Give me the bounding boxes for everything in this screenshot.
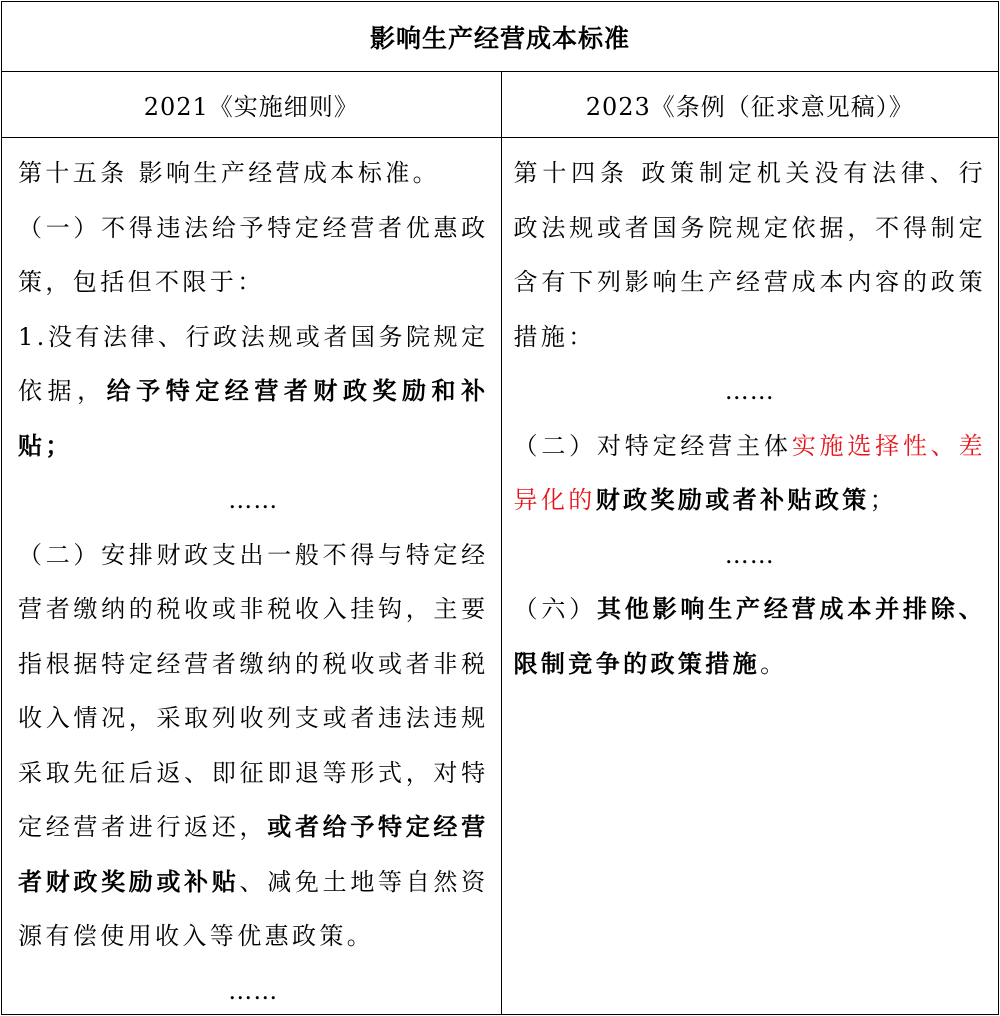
right-clause-6-text: （六）: [513, 595, 597, 623]
left-ellipsis-2: ……: [228, 976, 279, 1005]
left-item-1-bold: 给予特定经营者财政奖励和补贴；: [18, 376, 489, 460]
left-clause-1: （一）不得违法给予特定经营者优惠政策，包括但不限于：: [18, 213, 489, 296]
right-clause-2-text: （二）对特定经营主体: [513, 431, 792, 460]
header-2021-rules: 2021《实施细则》: [2, 71, 502, 137]
left-clause-2-bold: 或者给予特定经营者财政奖励或补贴: [18, 812, 489, 896]
right-ellipsis-2: ……: [724, 540, 775, 569]
right-clause-2-bold: 财政奖励或者补贴政策: [595, 485, 870, 514]
left-clause-2-text: （二）安排财政支出一般不得与特定经营者缴纳的税收或非税收入挂钩，主要指根据特定经营者缴纳的税收或者非税收入情况，采取列收列支或者违法违规采取先征后返、即征即退等形式，对特定经营者进行返还，: [18, 540, 489, 841]
left-item-1: [18, 310, 489, 474]
table-title: 影响生产经营成本标准: [1, 1, 999, 72]
left-item-1-text: 1.没有法律、行政法规或者国务院规定依据，: [18, 322, 489, 405]
left-clause-2-tail: 、减免土地等自然资源有偿使用收入等优惠政策。: [18, 867, 489, 950]
right-clause-2-tail: ；: [869, 486, 898, 514]
right-column-2023: [502, 138, 999, 1014]
left-article-15: 第十五条 影响生产经营成本标准。: [18, 159, 441, 187]
left-clause-2: [18, 528, 489, 964]
left-column-2021: [2, 138, 502, 1014]
left-ellipsis-1: ……: [228, 486, 279, 514]
right-clause-6-tail: 。: [760, 649, 788, 678]
right-clause-6-bold: 其他影响生产经营成本并排除、限制竞争的政策措施: [513, 594, 987, 678]
right-article-14: 第十四条 政策制定机关没有法律、行政法规或者国务院规定依据，不得制定含有下列影响生产经营成本内容的政策措施：: [513, 159, 986, 351]
right-ellipsis-1: ……: [724, 377, 775, 405]
right-clause-2: [514, 419, 987, 528]
table-body-row: [1, 138, 999, 1015]
table-header-row: [1, 71, 999, 138]
right-clause-6: [514, 582, 987, 691]
header-2023-regulation-draft: 2023《条例（征求意见稿）》: [585, 92, 914, 121]
right-clause-2-red: 实施选择性、差异化的: [513, 431, 986, 514]
